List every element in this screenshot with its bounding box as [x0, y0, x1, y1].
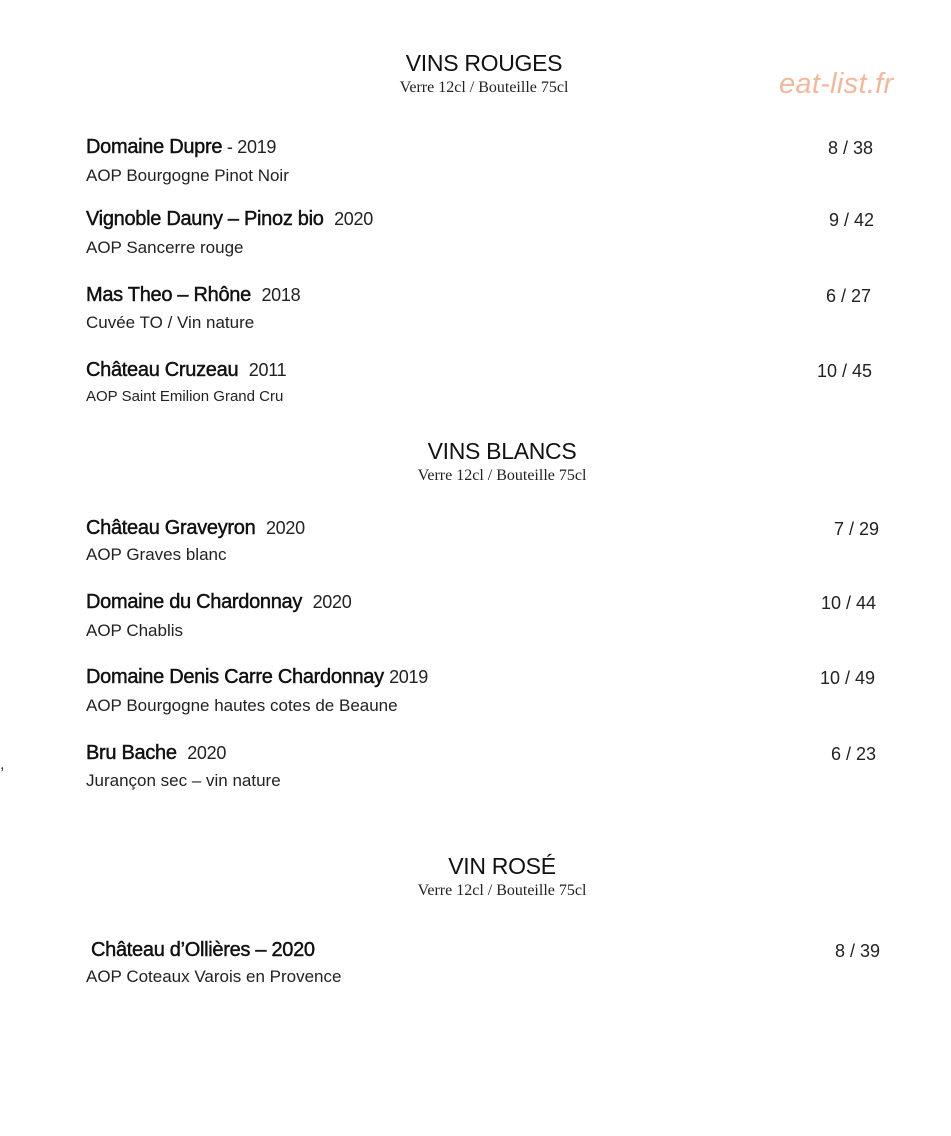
- wine-price: 8 / 38: [827, 138, 873, 158]
- section-subtitle-rouges: Verre 12cl / Bouteille 75cl: [399, 79, 569, 96]
- section-title-rose: VIN ROSÉ: [448, 853, 556, 879]
- wine-year: - 2019: [222, 137, 277, 157]
- wine-description: AOP Saint Emilion Grand Cru: [86, 388, 284, 405]
- wine-price: 10 / 45: [816, 361, 872, 381]
- wine-name: Mas Theo – Rhône 2018: [86, 284, 301, 306]
- wine-name: Château Graveyron 2020: [86, 517, 305, 539]
- wine-name: Vignoble Dauny – Pinoz bio 2020: [86, 208, 373, 230]
- wine-description: Cuvée TO / Vin nature: [86, 313, 255, 332]
- wine-description: AOP Coteaux Varois en Provence: [86, 967, 342, 986]
- wine-name: Domaine Dupre - 2019: [86, 136, 277, 158]
- margin-mark: ,: [0, 756, 5, 773]
- wine-price: 6 / 23: [830, 744, 876, 764]
- wine-year: 2020: [334, 209, 373, 229]
- wine-price: 10 / 49: [819, 668, 875, 688]
- wine-year: 2019: [389, 667, 428, 687]
- wine-name: Domaine Denis Carre Chardonnay 2019: [86, 666, 428, 688]
- wine-description: AOP Bourgogne Pinot Noir: [86, 166, 289, 185]
- wine-description: AOP Chablis: [86, 621, 184, 640]
- section-subtitle-rose: Verre 12cl / Bouteille 75cl: [417, 882, 587, 899]
- section-title-blancs: VINS BLANCS: [427, 438, 577, 464]
- wine-name: Château Cruzeau 2011: [86, 359, 287, 381]
- wine-price: 7 / 29: [833, 519, 879, 539]
- wine-price: 8 / 39: [834, 941, 880, 961]
- wine-year: 2018: [261, 285, 301, 305]
- wine-year: 2011: [248, 360, 287, 380]
- wine-price: 10 / 44: [820, 593, 876, 613]
- section-subtitle-blancs: Verre 12cl / Bouteille 75cl: [417, 467, 587, 484]
- wine-year: 2020: [265, 518, 305, 538]
- wine-description: AOP Sancerre rouge: [86, 238, 244, 257]
- wine-name: Domaine du Chardonnay 2020: [86, 591, 352, 613]
- wine-year: 2020: [312, 592, 352, 612]
- wine-price: 6 / 27: [825, 286, 871, 306]
- wine-price: 9 / 42: [828, 210, 874, 230]
- wine-name: Bru Bache 2020: [86, 742, 227, 764]
- wine-year: 2020: [187, 743, 227, 763]
- wine-description: Jurançon sec – vin nature: [86, 771, 281, 790]
- section-title-rouges: VINS ROUGES: [405, 50, 563, 76]
- watermark: eat-list.fr: [779, 68, 894, 100]
- wine-name: Château d’Ollières – 2020: [91, 939, 315, 961]
- wine-description: AOP Bourgogne hautes cotes de Beaune: [86, 696, 398, 715]
- wine-description: AOP Graves blanc: [86, 545, 227, 564]
